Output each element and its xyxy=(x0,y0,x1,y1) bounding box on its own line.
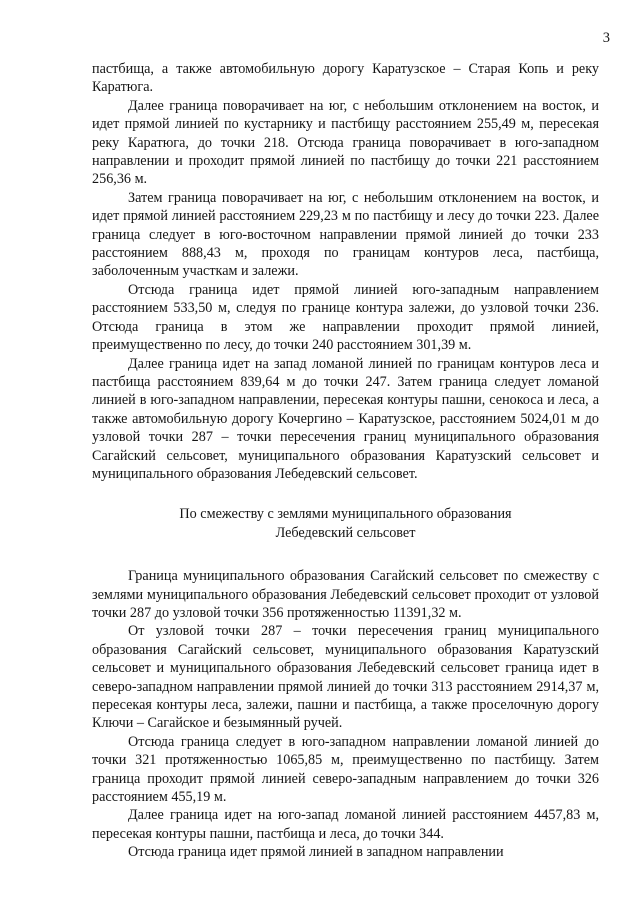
section-heading-line-1: По смежеству с землями муниципального образования xyxy=(179,506,512,523)
paragraph: Затем граница поворачивает на юг, с небольшим отклонением на восток, и идет прямой линией расстоянием 229,23 м по пастбищу и лесу до точки 223. Далее граница следует в юго-восточном направлении прямой линией до точки 233 расстоянием 888,43 м, проходя по границам контуров леса, пастбища, заболоченным участкам и залежи. xyxy=(92,189,599,280)
paragraph: Далее граница идет на юго-запад ломаной линией расстоянием 4457,83 м, пересекая контуры пашни, пастбища и леса, до точки 344. xyxy=(92,807,599,842)
section-heading-line-2: Лебедевский сельсовет xyxy=(275,524,416,541)
paragraph: Отсюда граница следует в юго-западном направлении ломаной линией до точки 321 протяженностью 1065,85 м, преимущественно по пастбищу. Затем граница проходит прямой линией северо-западным направлением до точки 326 расстоянием 455,19 м. xyxy=(92,733,599,806)
section-heading xyxy=(92,505,599,542)
paragraph: пастбища, а также автомобильную дорогу Каратузское – Старая Копь и реку Каратюга. xyxy=(92,61,599,96)
paragraph: Далее граница идет на запад ломаной линией по границам контуров леса и пастбища расстоянием 839,64 м до точки 247. Затем граница следует ломаной линией в юго-западном направлении, пересекая контуры пашни, сенокоса и леса, а также автомобильную дорогу Кочергино – Каратузское, расстоянием 5024,01 м до узловой точки 287 – точки пересечения границ муниципального образования Сагайский сельсовет, муниципального образования Каратузский сельсовет и муниципального образования Лебедевский сельсовет. xyxy=(92,355,599,482)
page-number: 3 xyxy=(602,30,610,46)
document-body xyxy=(92,60,599,862)
paragraph: Граница муниципального образования Сагайский сельсовет по смежеству с землями муниципального образования Лебедевский сельсовет проходит от узловой точки 287 до узловой точки 356 протяженностью 11391,32 м. xyxy=(92,568,599,621)
paragraph: Отсюда граница идет прямой линией в западном направлении xyxy=(128,844,504,861)
paragraph: От узловой точки 287 – точки пересечения границ муниципального образования Сагайский сельсовет, муниципального образования Каратузский сельсовет и муниципального образования Лебедевский сельсовет граница идет в северо-западном направлении прямой линией до точки 313 расстоянием 2914,37 м, пересекая контуры леса, залежи, пашни и пастбища, а также проселочную дорогу Ключи – Сагайское и безымянный ручей. xyxy=(92,623,599,732)
paragraph: Отсюда граница идет прямой линией юго-западным направлением расстоянием 533,50 м, следуя по границе контура залежи, до узловой точки 236. Отсюда граница в этом же направлении проходит прямой линией, преимущественно по лесу, до точки 240 расстоянием 301,39 м. xyxy=(92,281,599,354)
paragraph: Далее граница поворачивает на юг, с небольшим отклонением на восток, и идет прямой линией по кустарнику и пастбищу расстоянием 255,49 м, пересекая реку Каратюга, до точки 218. Отсюда граница поворачивает в юго-западном направлении и проходит прямой линией по пастбищу до точки 221 расстоянием 256,36 м. xyxy=(92,97,599,188)
